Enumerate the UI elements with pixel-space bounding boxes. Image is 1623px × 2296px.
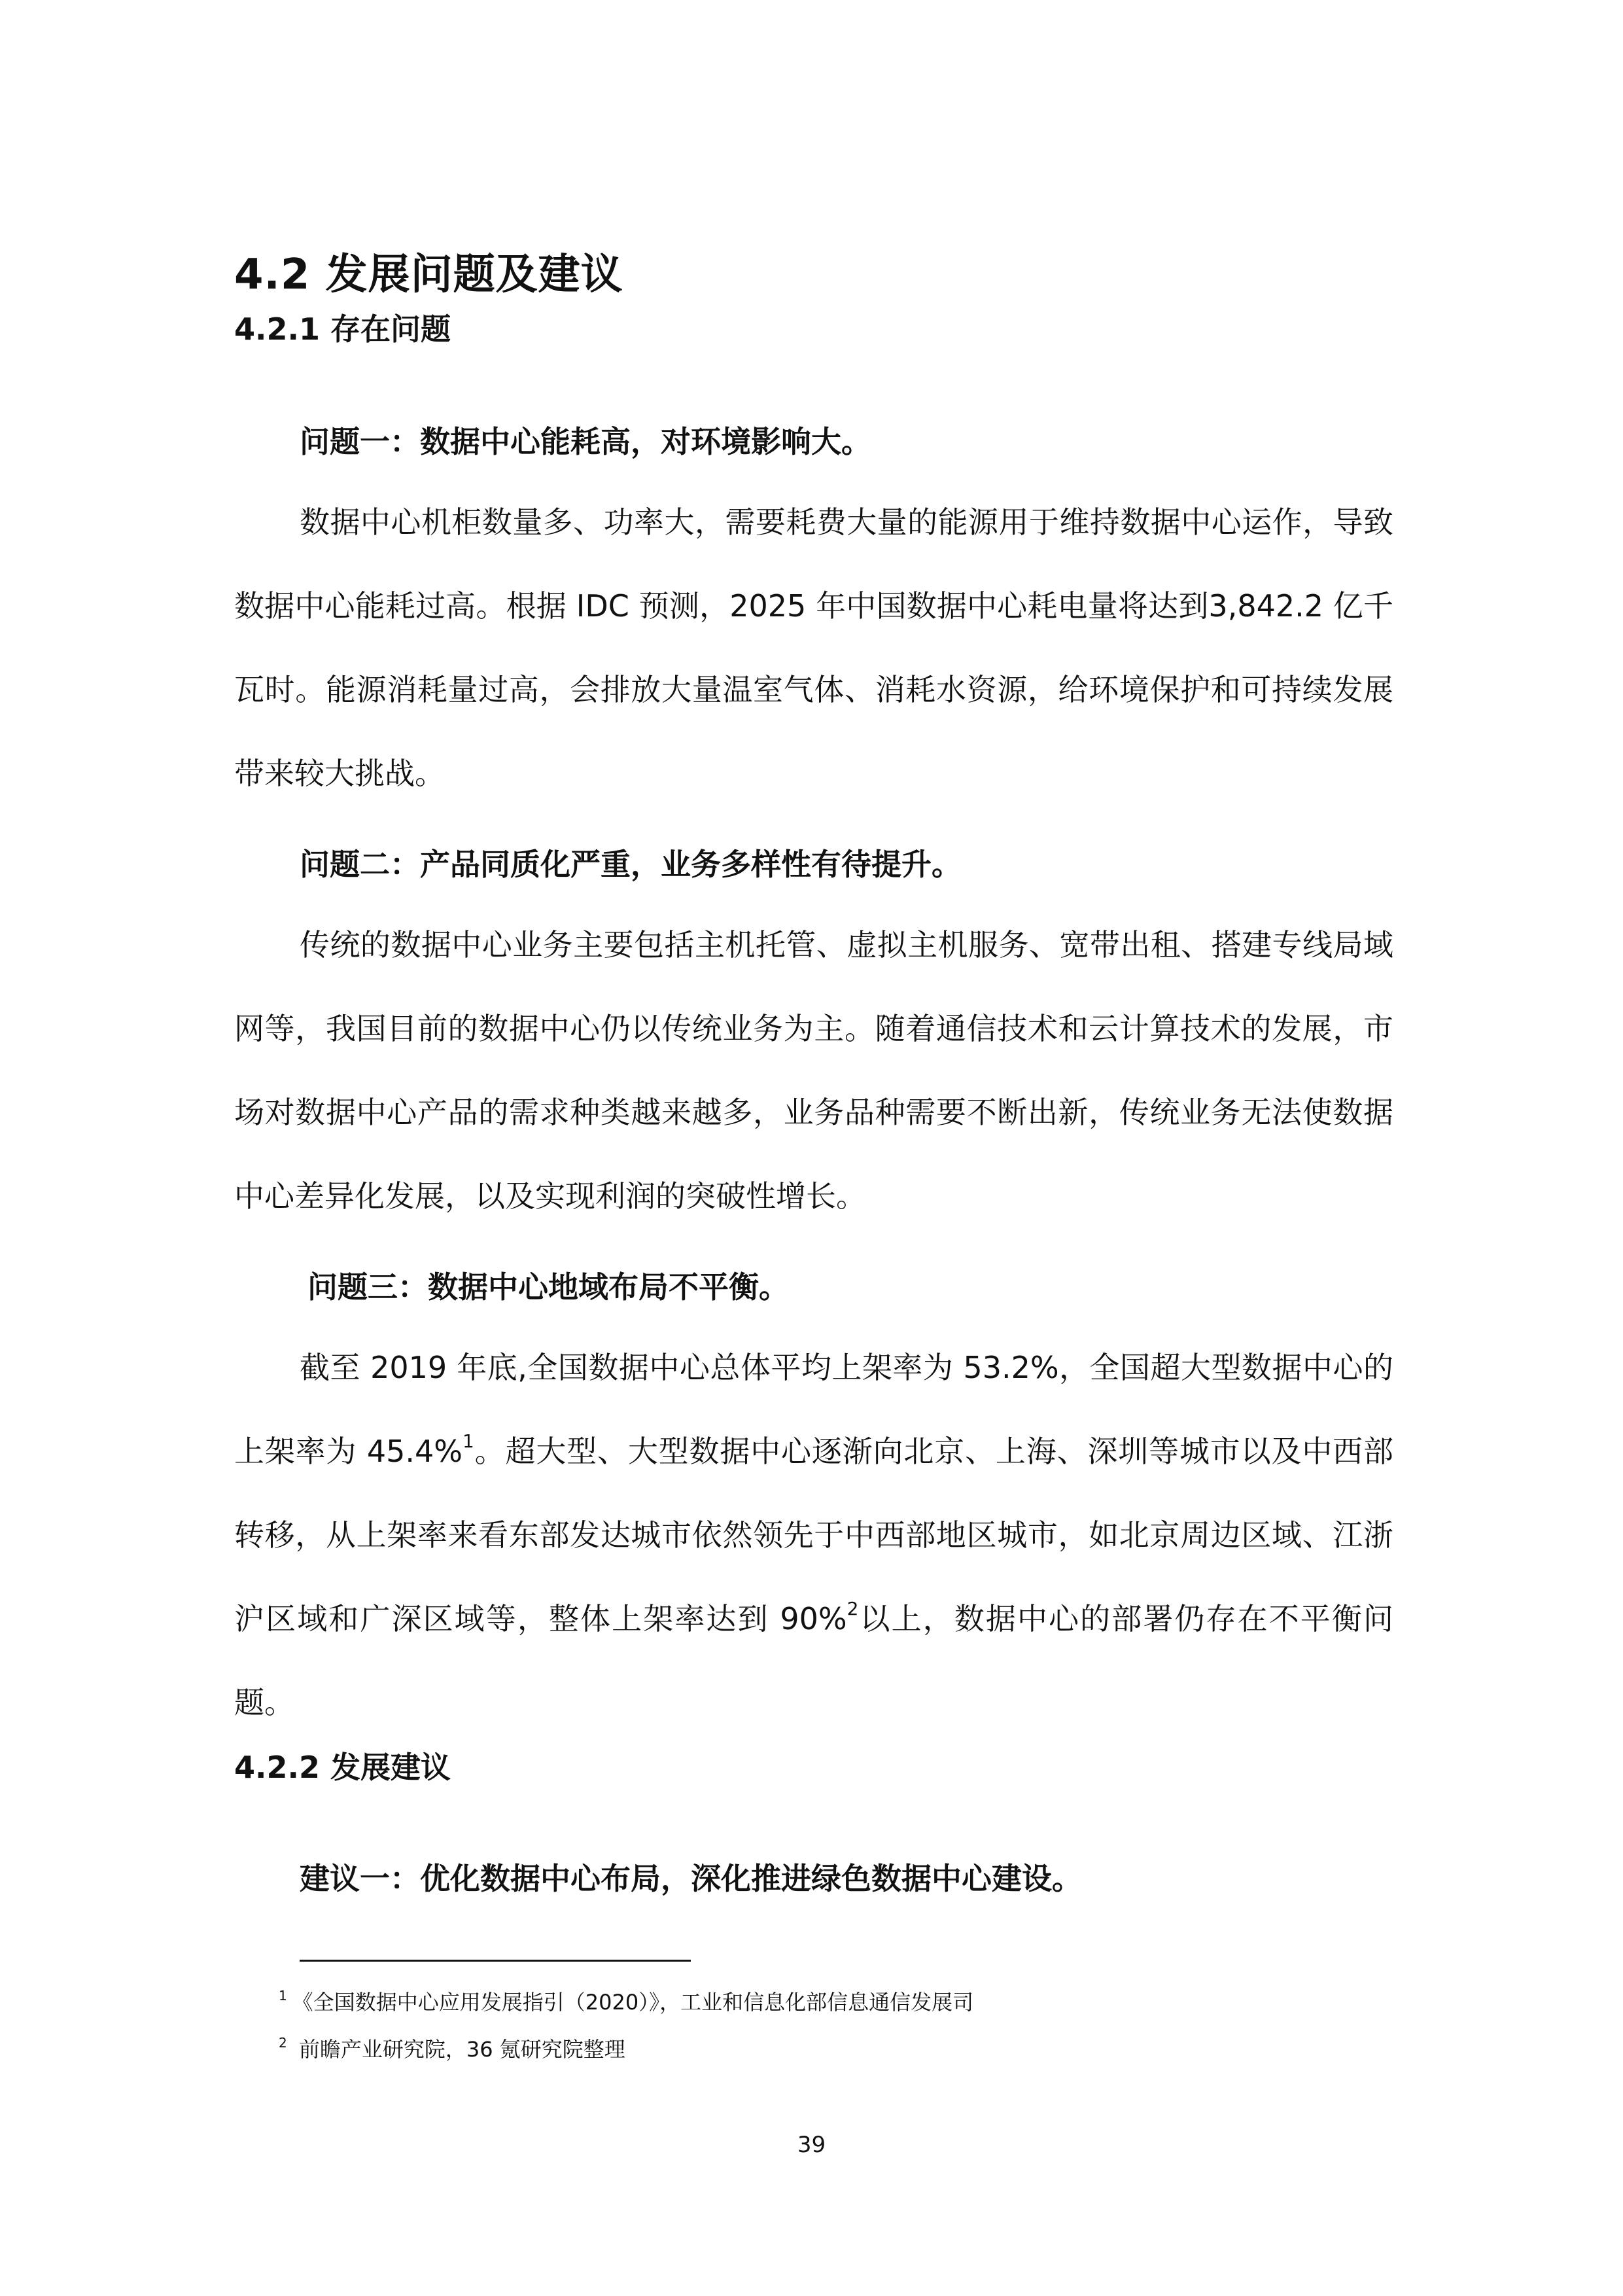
footnote-reference-2: 2 [846, 1598, 859, 1619]
subsection-title-existing-problems: 4.2.1 存在问题 [234, 311, 451, 347]
footnote-2-text: 前瞻产业研究院，36 氪研究院整理 [292, 2037, 625, 2062]
issue-paragraph-3-part-1: 截至 2019 年底,全国数据中心总体平均上架率为 53.2%，全国超大型数据中心的上架率为 45.4% [234, 1350, 1393, 1469]
footnote-divider [300, 1960, 691, 1962]
footnote-1-number: 1 [279, 1988, 287, 2004]
footnote-1 [279, 1979, 1391, 2026]
suggestion-heading-1: 建议一：优化数据中心布局，深化推进绿色数据中心建设。 [300, 1861, 1082, 1896]
footnote-1-text: 《全国数据中心应用发展指引（2020）》，工业和信息化部信息通信发展司 [292, 1990, 974, 2015]
issue-heading-1: 问题一：数据中心能耗高，对环境影响大。 [300, 424, 871, 459]
issue-paragraph-1: 数据中心机柜数量多、功率大，需要耗费大量的能源用于维持数据中心运作，导致数据中心能耗过高。根据 IDC 预测，2025 年中国数据中心耗电量将达到3,842.2 亿千瓦时。能源消耗量过高，会排放大量温室气体、消耗水资源，给环境保护和可持续发展带来较大挑战。 [234, 504, 1393, 791]
issue-paragraph-3 [234, 1326, 1393, 1744]
subsection-title-development-suggestions: 4.2.2 发展建议 [234, 1750, 451, 1785]
main-content [234, 243, 1393, 1901]
issue-paragraph-3-part-2: 。超大型、大型数据中心逐渐向北京、上海、深圳等城市以及中西部转移，从上架率来看东部发达城市依然领先于中西部地区城市，如北京周边区域、江浙沪区域和广深区域等，整体上架率达到 90% [234, 1434, 1394, 1636]
footnote-reference-1: 1 [462, 1430, 474, 1452]
footnote-2-number: 2 [279, 2035, 287, 2051]
page-number: 39 [797, 2132, 826, 2158]
section-title: 4.2 发展问题及建议 [234, 251, 623, 299]
issue-paragraph-3-part-3: 以上，数据中心的部署仍存在不平衡问题。 [234, 1601, 1393, 1720]
issue-paragraph-2: 传统的数据中心业务主要包括主机托管、虚拟主机服务、宽带出租、搭建专线局域网等，我国目前的数据中心仍以传统业务为主。随着通信技术和云计算技术的发展，市场对数据中心产品的需求种类越来越多，业务品种需要不断出新，传统业务无法使数据中心差异化发展，以及实现利润的突破性增长。 [234, 927, 1393, 1214]
issue-heading-3: 问题三：数据中心地域布局不平衡。 [307, 1269, 789, 1305]
footnote-2 [279, 2026, 1391, 2073]
issue-heading-2: 问题二：产品同质化严重，业务多样性有待提升。 [300, 847, 962, 882]
footnotes [279, 1979, 1391, 2073]
